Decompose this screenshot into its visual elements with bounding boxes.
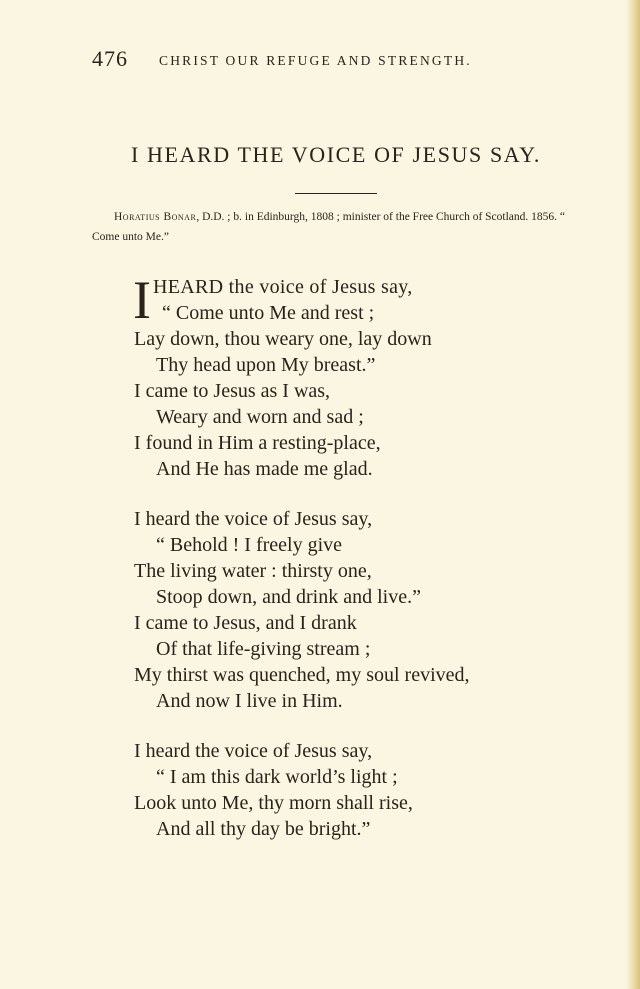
title-rule	[295, 193, 377, 194]
running-title: CHRIST OUR REFUGE AND STRENGTH.	[159, 53, 472, 68]
poem-line: Lay down, thou weary one, lay down	[134, 328, 432, 350]
stanza	[134, 738, 614, 842]
poem-line: HEARD the voice of Jesus say,	[153, 276, 413, 298]
poem-line: I heard the voice of Jesus say,	[134, 508, 373, 530]
poem-line: Thy head upon My breast.”	[156, 354, 376, 376]
poem-line: The living water : thirsty one,	[134, 560, 372, 582]
poem-line: I came to Jesus as I was,	[134, 380, 331, 402]
author-name: Horatius Bonar	[114, 211, 197, 223]
poem-line: “ Behold ! I freely give	[156, 534, 343, 556]
poem-line: Of that life-giving stream ;	[156, 638, 371, 660]
page-header	[92, 46, 592, 76]
poem-line: My thirst was quenched, my soul revived,	[134, 664, 470, 686]
poem-line: And He has made me glad.	[156, 458, 373, 480]
page-number: 476	[92, 46, 128, 71]
attribution-details: , D.D. ; b. in Edinburgh, 1808 ; minister of the Free Church of Scotland. 1856. “ Come unto Me.”	[92, 211, 566, 243]
poem-line: I found in Him a resting-place,	[134, 432, 381, 454]
poem-line: “ I am this dark world’s light ;	[156, 766, 398, 788]
stanza	[133, 270, 614, 482]
poem-line: Look unto Me, thy morn shall rise,	[134, 792, 413, 814]
poem-line: Weary and worn and sad ;	[156, 406, 364, 428]
attribution	[92, 207, 584, 247]
poem-line: “ Come unto Me and rest ;	[162, 302, 375, 324]
poem-line: I came to Jesus, and I drank	[134, 612, 357, 634]
poem-line: And all thy day be bright.”	[156, 818, 371, 840]
poem-line: And now I live in Him.	[156, 690, 343, 712]
drop-cap: I	[133, 270, 151, 330]
hymn-title: I HEARD THE VOICE OF JESUS SAY.	[130, 142, 542, 167]
stanza	[134, 506, 614, 714]
poem-line: Stoop down, and drink and live.”	[156, 586, 421, 608]
poem-line: I heard the voice of Jesus say,	[134, 740, 373, 762]
